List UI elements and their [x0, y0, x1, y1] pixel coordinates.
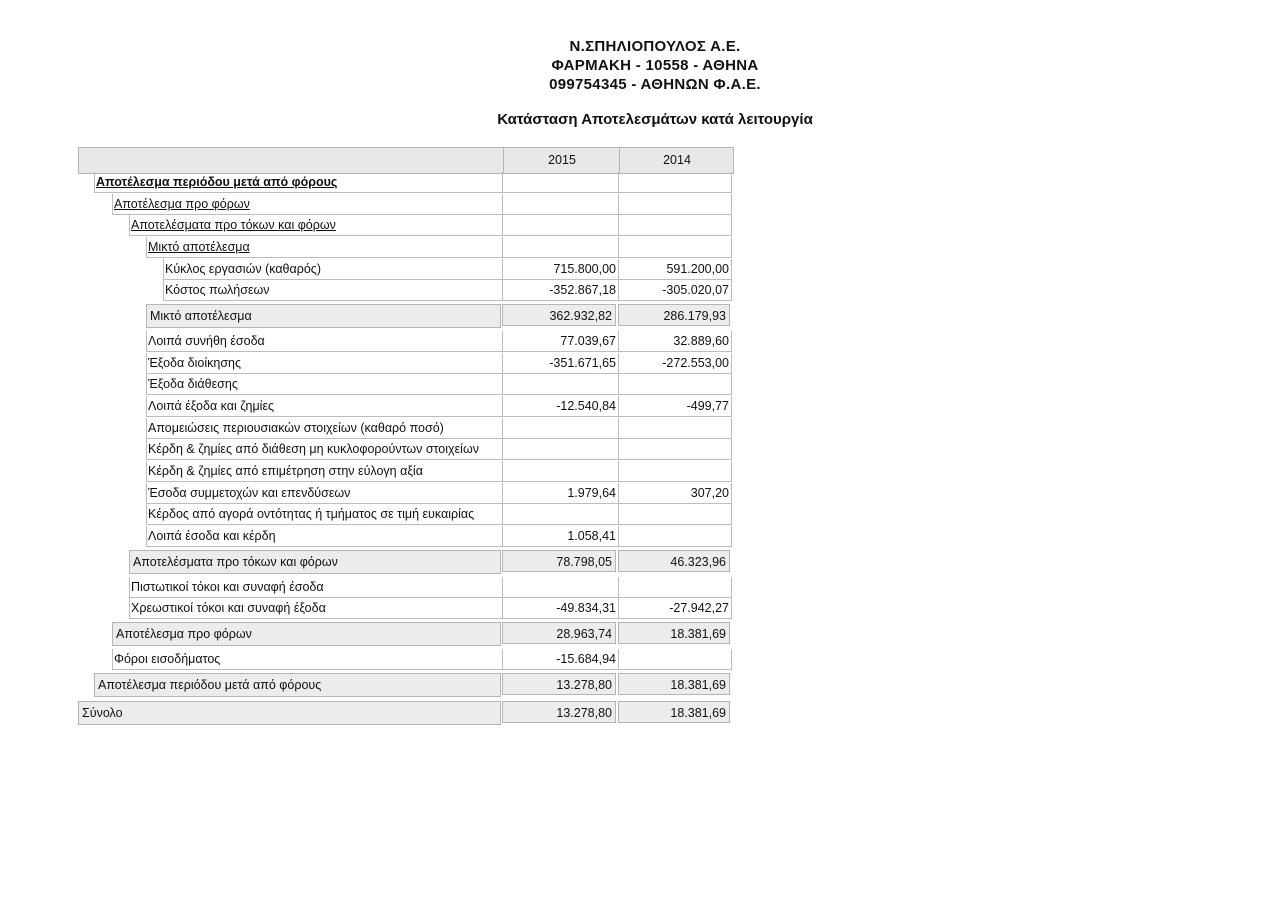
value-2014 — [618, 526, 732, 547]
table-row — [78, 418, 734, 439]
table-row — [78, 304, 734, 328]
row-label: Αποτέλεσμα προ φόρων — [112, 622, 501, 646]
row-indent-border — [146, 374, 147, 395]
value-2015 — [502, 194, 618, 215]
row-indent-border — [129, 577, 130, 598]
row-label: Έσοδα συμμετοχών και επενδύσεων — [148, 486, 351, 500]
row-divider — [146, 524, 502, 525]
row-indent-border — [146, 483, 147, 504]
row-label: Χρεωστικοί τόκοι και συναφή έξοδα — [131, 601, 326, 615]
row-label: Αποτελέσματα προ τόκων και φόρων — [129, 550, 501, 574]
value-2015: -15.684,94 — [502, 649, 618, 670]
value-2015 — [502, 374, 618, 395]
row-label: Κέρδη & ζημίες από διάθεση μη κυκλοφορούντων στοιχείων — [148, 442, 479, 456]
income-statement-table — [78, 147, 734, 729]
value-2014 — [618, 504, 732, 525]
value-2014: 286.179,93 — [618, 304, 730, 326]
value-2015 — [502, 577, 618, 598]
value-2015: -49.834,31 — [502, 598, 618, 619]
value-2014: 32.889,60 — [618, 331, 732, 352]
company-tax-info: 099754345 - ΑΘΗΝΩΝ Φ.Α.Ε. — [549, 76, 761, 93]
row-label: Έξοδα διοίκησης — [148, 356, 242, 370]
value-2015: 28.963,74 — [502, 622, 616, 644]
value-2015: 1.979,64 — [502, 483, 618, 504]
row-label: Λοιπά έσοδα και κέρδη — [148, 529, 276, 543]
table-row — [78, 483, 734, 504]
table-row — [78, 237, 734, 258]
table-row — [78, 353, 734, 374]
value-2014: -499,77 — [618, 396, 732, 417]
row-label: Αποτελέσματα προ τόκων και φόρων — [131, 218, 336, 232]
table-row — [78, 396, 734, 417]
table-row — [78, 649, 734, 670]
value-2014: -305.020,07 — [618, 280, 732, 301]
table-row — [78, 461, 734, 482]
value-2014: 18.381,69 — [618, 701, 730, 723]
value-2014 — [618, 649, 732, 670]
row-indent-border — [163, 280, 164, 301]
row-indent-border — [112, 194, 113, 215]
row-indent-border — [146, 396, 147, 417]
table-row — [78, 622, 734, 646]
value-2014: 18.381,69 — [618, 622, 730, 644]
row-indent-border — [146, 331, 147, 352]
row-label: Κέρδη & ζημίες από επιμέτρηση στην εύλογη αξία — [148, 464, 423, 478]
row-indent-border — [163, 259, 164, 280]
value-2014 — [618, 215, 732, 236]
row-label: Λοιπά έξοδα και ζημίες — [148, 399, 275, 413]
value-2014 — [618, 237, 732, 258]
table-row — [78, 194, 734, 215]
company-name: Ν.ΣΠΗΛΙΟΠΟΥΛΟΣ Α.Ε. — [569, 38, 741, 55]
row-label: Πιστωτικοί τόκοι και συναφή έσοδα — [131, 580, 324, 594]
table-row — [78, 172, 734, 193]
value-2014: 46.323,96 — [618, 550, 730, 572]
value-2015 — [502, 215, 618, 236]
row-label: Φόροι εισοδήματος — [114, 652, 221, 666]
table-row — [78, 526, 734, 547]
row-indent-border — [94, 172, 95, 193]
row-indent-border — [146, 526, 147, 547]
row-indent-border — [129, 598, 130, 619]
row-label: Αποτέλεσμα περιόδου μετά από φόρους — [94, 673, 501, 697]
column-header-2015: 2015 — [503, 148, 620, 173]
table-row — [78, 504, 734, 525]
row-divider — [146, 546, 502, 547]
row-divider — [94, 192, 502, 193]
value-2015: 715.800,00 — [502, 259, 618, 280]
value-2015: -12.540,84 — [502, 396, 618, 417]
table-row — [78, 701, 734, 725]
row-label: Κόστος πωλήσεων — [165, 283, 270, 297]
value-2015 — [502, 418, 618, 439]
table-row — [78, 374, 734, 395]
row-label: Κύκλος εργασιών (καθαρός) — [165, 262, 321, 276]
row-indent-border — [129, 215, 130, 236]
value-2015: 78.798,05 — [502, 550, 616, 572]
row-label: Λοιπά συνήθη έσοδα — [148, 334, 265, 348]
value-2014: 591.200,00 — [618, 259, 732, 280]
row-divider — [146, 416, 502, 417]
value-2015 — [502, 461, 618, 482]
value-2014 — [618, 418, 732, 439]
value-2014: 18.381,69 — [618, 673, 730, 695]
column-header-2014: 2014 — [619, 148, 734, 173]
table-row — [78, 259, 734, 280]
value-2014: 307,20 — [618, 483, 732, 504]
table-row — [78, 598, 734, 619]
value-2015: 77.039,67 — [502, 331, 618, 352]
value-2015 — [502, 172, 618, 193]
table-row — [78, 577, 734, 598]
row-divider — [146, 394, 502, 395]
value-2015 — [502, 439, 618, 460]
value-2014 — [618, 439, 732, 460]
row-indent-border — [146, 504, 147, 525]
value-2014 — [618, 374, 732, 395]
value-2015: 1.058,41 — [502, 526, 618, 547]
table-row — [78, 331, 734, 352]
value-2015: -352.867,18 — [502, 280, 618, 301]
report-title: Κατάσταση Αποτελεσμάτων κατά λειτουργία — [497, 111, 813, 128]
table-header-row — [78, 147, 734, 174]
row-indent-border — [112, 649, 113, 670]
value-2015 — [502, 504, 618, 525]
row-label: Αποτέλεσμα προ φόρων — [114, 197, 250, 211]
row-divider — [146, 351, 502, 352]
row-label: Απομειώσεις περιουσιακών στοιχείων (καθαρό ποσό) — [148, 421, 444, 435]
value-2015: 13.278,80 — [502, 673, 616, 695]
value-2014 — [618, 577, 732, 598]
row-label: Αποτέλεσμα περιόδου μετά από φόρους — [96, 175, 338, 189]
table-row — [78, 215, 734, 236]
value-2014 — [618, 172, 732, 193]
table-row — [78, 550, 734, 574]
row-divider — [112, 669, 502, 670]
value-2014 — [618, 194, 732, 215]
row-divider — [129, 235, 502, 236]
row-indent-border — [146, 439, 147, 460]
value-2014 — [618, 461, 732, 482]
table-row — [78, 280, 734, 301]
table-row — [78, 673, 734, 697]
row-indent-border — [146, 461, 147, 482]
row-divider — [146, 481, 502, 482]
company-address: ΦΑΡΜΑΚΗ - 10558 - ΑΘΗΝΑ — [551, 57, 759, 74]
row-label: Κέρδος από αγορά οντότητας ή τμήματος σε τιμή ευκαιρίας — [148, 507, 475, 521]
row-label: Έξοδα διάθεσης — [148, 377, 238, 391]
row-divider — [163, 300, 502, 301]
table-row — [78, 439, 734, 460]
value-2014: -272.553,00 — [618, 353, 732, 374]
row-indent-border — [146, 418, 147, 439]
row-label: Σύνολο — [78, 701, 501, 725]
row-divider — [129, 618, 502, 619]
value-2015: -351.671,65 — [502, 353, 618, 374]
value-2015: 362.932,82 — [502, 304, 616, 326]
row-divider — [146, 459, 502, 460]
value-2015: 13.278,80 — [502, 701, 616, 723]
row-label: Μικτό αποτέλεσμα — [148, 240, 250, 254]
row-label: Μικτό αποτέλεσμα — [146, 304, 501, 328]
row-divider — [146, 257, 502, 258]
row-indent-border — [146, 353, 147, 374]
value-2014: -27.942,27 — [618, 598, 732, 619]
row-indent-border — [146, 237, 147, 258]
value-2015 — [502, 237, 618, 258]
